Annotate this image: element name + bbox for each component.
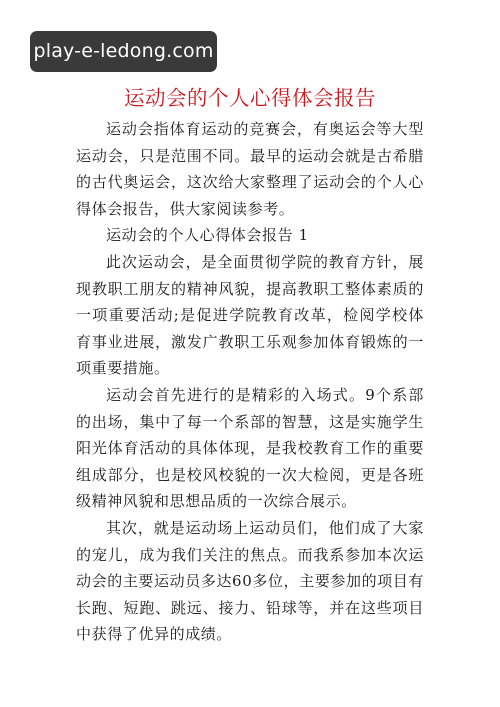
body-paragraph: 运动会首先进行的是精彩的入场式。9个系部的出场，集中了每一个系部的智慧，这是实施学生阳光体育活动的具体体现，是我校教育工作的重要组成部分，也是校风校貌的一次大检阅，更是各班级精神风貌和思想品质的一次综合展示。 xyxy=(76,385,424,511)
watermark-badge: play-e-ledong.com xyxy=(30,31,217,72)
body-paragraph: 其次，就是运动场上运动员们，他们成了大家的宠儿，成为我们关注的焦点。而我系参加本次运动会的主要运动员多达60多位，主要参加的项目有长跑、短跑、跳远、接力、铅球等，并在这些项目中获得了优异的成绩。 xyxy=(76,518,424,644)
section-subtitle: 运动会的个人心得体会报告 1 xyxy=(106,226,309,245)
intro-paragraph: 运动会指体育运动的竞赛会，有奥运会等大型运动会，只是范围不同。最早的运动会就是古希腊的古代奥运会，这次给大家整理了运动会的个人心得体会报告，供大家阅读参考。 xyxy=(76,120,424,218)
document-title: 运动会的个人心得体会报告 xyxy=(124,86,376,110)
body-paragraph: 此次运动会，是全面贯彻学院的教育方针，展现教职工朋友的精神风貌，提高教职工整体素质的一项重要活动;是促进学院教育改革，检阅学校体育事业进展，激发广教职工乐观参加体育锻炼的一项重要措施。 xyxy=(76,252,424,378)
document-body xyxy=(76,116,424,648)
